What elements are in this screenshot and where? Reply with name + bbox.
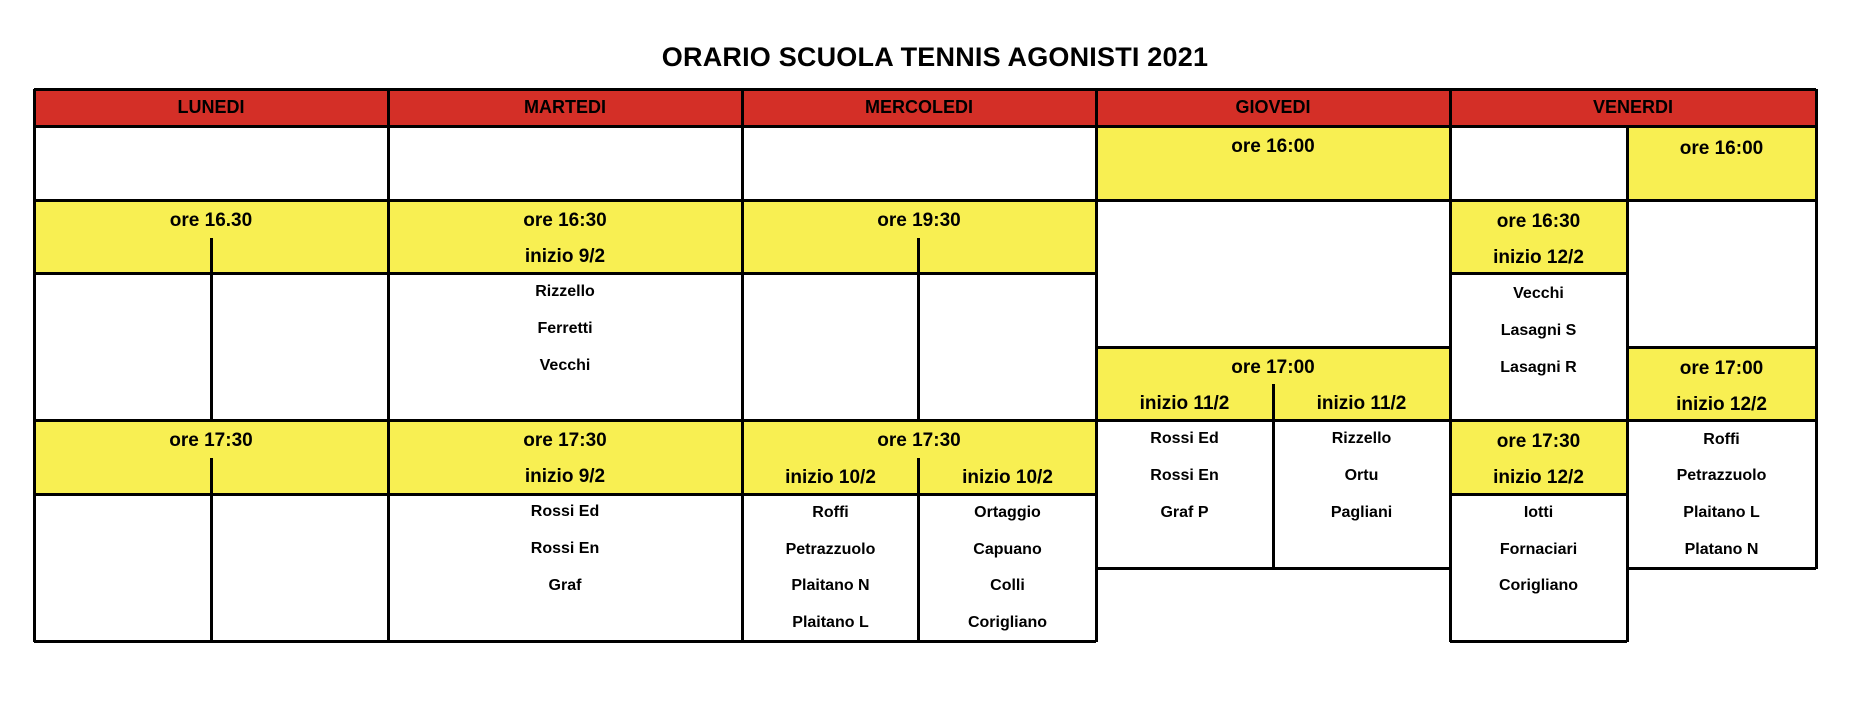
venerdi-a-slot2-player: Fornaciari bbox=[1499, 541, 1578, 558]
header-giovedi-label: GIOVEDI bbox=[1235, 97, 1311, 117]
header-martedi-label: MARTEDI bbox=[524, 97, 606, 117]
page-title: ORARIO SCUOLA TENNIS AGONISTI 2021 bbox=[661, 42, 1209, 72]
mercoledi-court-b-player: Corigliano bbox=[967, 614, 1048, 631]
line-ven-a-bottom bbox=[1450, 640, 1627, 643]
mercoledi-court-a-player: Roffi bbox=[812, 504, 849, 521]
giovedi-court-b-player: Ortu bbox=[1344, 467, 1379, 484]
giovedi-court-b-player: Pagliani bbox=[1330, 504, 1393, 521]
venerdi-a-slot1-start: inizio 12/2 bbox=[1493, 247, 1584, 268]
mercoledi-court-b-player: Capuano bbox=[973, 541, 1042, 558]
martedi-slot1-player: Rizzello bbox=[535, 283, 595, 300]
lunedi-slot2-time: ore 17:30 bbox=[169, 430, 253, 451]
line-row3-bottom bbox=[34, 419, 1816, 422]
martedi-slot2-player: Rossi En bbox=[530, 540, 600, 557]
mercoledi-court-b-player: Colli bbox=[990, 577, 1025, 594]
line-lunedi-slot2-split bbox=[210, 458, 213, 642]
line-gio-slot2-top bbox=[1096, 346, 1450, 349]
line-ven-b-bottom bbox=[1627, 567, 1816, 570]
giovedi-court-a-player: Rossi Ed bbox=[1150, 430, 1219, 447]
giovedi-court-a-player: Rossi En bbox=[1150, 467, 1219, 484]
venerdi-b-slot2-start: inizio 12/2 bbox=[1676, 394, 1767, 415]
line-lunedi-slot1-split bbox=[210, 238, 213, 420]
line-left bbox=[33, 89, 36, 642]
line-lun-mar-mer-slot1-bottom bbox=[34, 272, 1096, 275]
line-row1-bottom bbox=[34, 199, 1816, 202]
line-ven-courts bbox=[1626, 126, 1629, 642]
giovedi-slot2-time: ore 17:00 bbox=[1231, 357, 1315, 378]
giovedi-court-a-player: Graf P bbox=[1160, 504, 1209, 521]
line-bottom bbox=[34, 640, 1096, 643]
line-mercoledi-slot1-split bbox=[917, 238, 920, 420]
venerdi-b-slot2-time: ore 17:00 bbox=[1679, 358, 1764, 379]
venerdi-a-slot2-player: Iotti bbox=[1523, 504, 1554, 521]
venerdi-b-slot2-player: Plaitano L bbox=[1683, 504, 1760, 521]
line-slot2-time-bottom bbox=[34, 493, 1096, 496]
header-giovedi bbox=[1096, 89, 1450, 126]
martedi-slot2-player: Rossi Ed bbox=[530, 503, 600, 520]
martedi-slot2-time: ore 17:30 bbox=[523, 430, 607, 451]
martedi-slot1-player: Vecchi bbox=[539, 357, 591, 374]
mercoledi-slot1-time: ore 19:30 bbox=[877, 210, 961, 231]
line-header-bottom bbox=[34, 125, 1816, 128]
line-ven-a-slot1-bottom bbox=[1450, 272, 1627, 275]
giovedi-court-b-start: inizio 11/2 bbox=[1316, 393, 1407, 414]
venerdi-b-slot2-player: Platano N bbox=[1684, 541, 1759, 558]
header-mercoledi-label: MERCOLEDI bbox=[865, 97, 973, 117]
venerdi-a-slot1-time: ore 16:30 bbox=[1496, 211, 1581, 232]
header-lunedi-label: LUNEDI bbox=[177, 97, 245, 117]
mercoledi-court-a-player: Petrazzuolo bbox=[785, 541, 876, 558]
mercoledi-court-a-player: Plaitano L bbox=[792, 614, 869, 631]
venerdi-a-slot1-player: Vecchi bbox=[1513, 285, 1564, 302]
venerdi-a-slot2-time: ore 17:30 bbox=[1496, 431, 1581, 452]
venerdi-b-slot1-time: ore 16:00 bbox=[1679, 138, 1764, 159]
line-right bbox=[1815, 89, 1818, 569]
header-venerdi-label: VENERDI bbox=[1592, 97, 1673, 117]
mercoledi-court-a-player: Plaitano N bbox=[791, 577, 870, 594]
mercoledi-slot2-time: ore 17:30 bbox=[877, 430, 961, 451]
lunedi-slot1-time: ore 16.30 bbox=[169, 210, 253, 231]
martedi-slot2-start: inizio 9/2 bbox=[524, 466, 606, 487]
venerdi-b-slot2-player: Roffi bbox=[1703, 431, 1740, 448]
martedi-slot1-player: Ferretti bbox=[537, 320, 593, 337]
martedi-slot1-start: inizio 9/2 bbox=[524, 246, 606, 267]
line-ven-a-slot2-time-bottom bbox=[1450, 493, 1627, 496]
schedule-table bbox=[34, 89, 1816, 642]
venerdi-a-slot2-player: Corigliano bbox=[1498, 577, 1579, 594]
martedi-slot1-time: ore 16:30 bbox=[523, 210, 607, 231]
giovedi-slot1-time: ore 16:00 bbox=[1231, 136, 1315, 157]
line-top bbox=[34, 88, 1816, 91]
venerdi-b-slot2-player: Petrazzuolo bbox=[1676, 467, 1767, 484]
header-mercoledi bbox=[742, 89, 1096, 126]
venerdi-a-slot2-start: inizio 12/2 bbox=[1493, 467, 1584, 488]
venerdi-a-slot1-player: Lasagni R bbox=[1500, 359, 1577, 376]
header-venerdi bbox=[1450, 89, 1816, 126]
line-ven-b-slot2-top bbox=[1627, 346, 1816, 349]
giovedi-court-b-player: Rizzello bbox=[1331, 430, 1392, 447]
header-martedi bbox=[388, 89, 742, 126]
mercoledi-court-b-player: Ortaggio bbox=[974, 504, 1041, 521]
mercoledi-court-b-start: inizio 10/2 bbox=[962, 467, 1053, 488]
martedi-slot2-player: Graf bbox=[548, 577, 582, 594]
mercoledi-court-a-start: inizio 10/2 bbox=[785, 467, 876, 488]
venerdi-a-slot1-player: Lasagni S bbox=[1500, 322, 1577, 339]
header-lunedi bbox=[34, 89, 388, 126]
giovedi-court-a-start: inizio 11/2 bbox=[1139, 393, 1230, 414]
